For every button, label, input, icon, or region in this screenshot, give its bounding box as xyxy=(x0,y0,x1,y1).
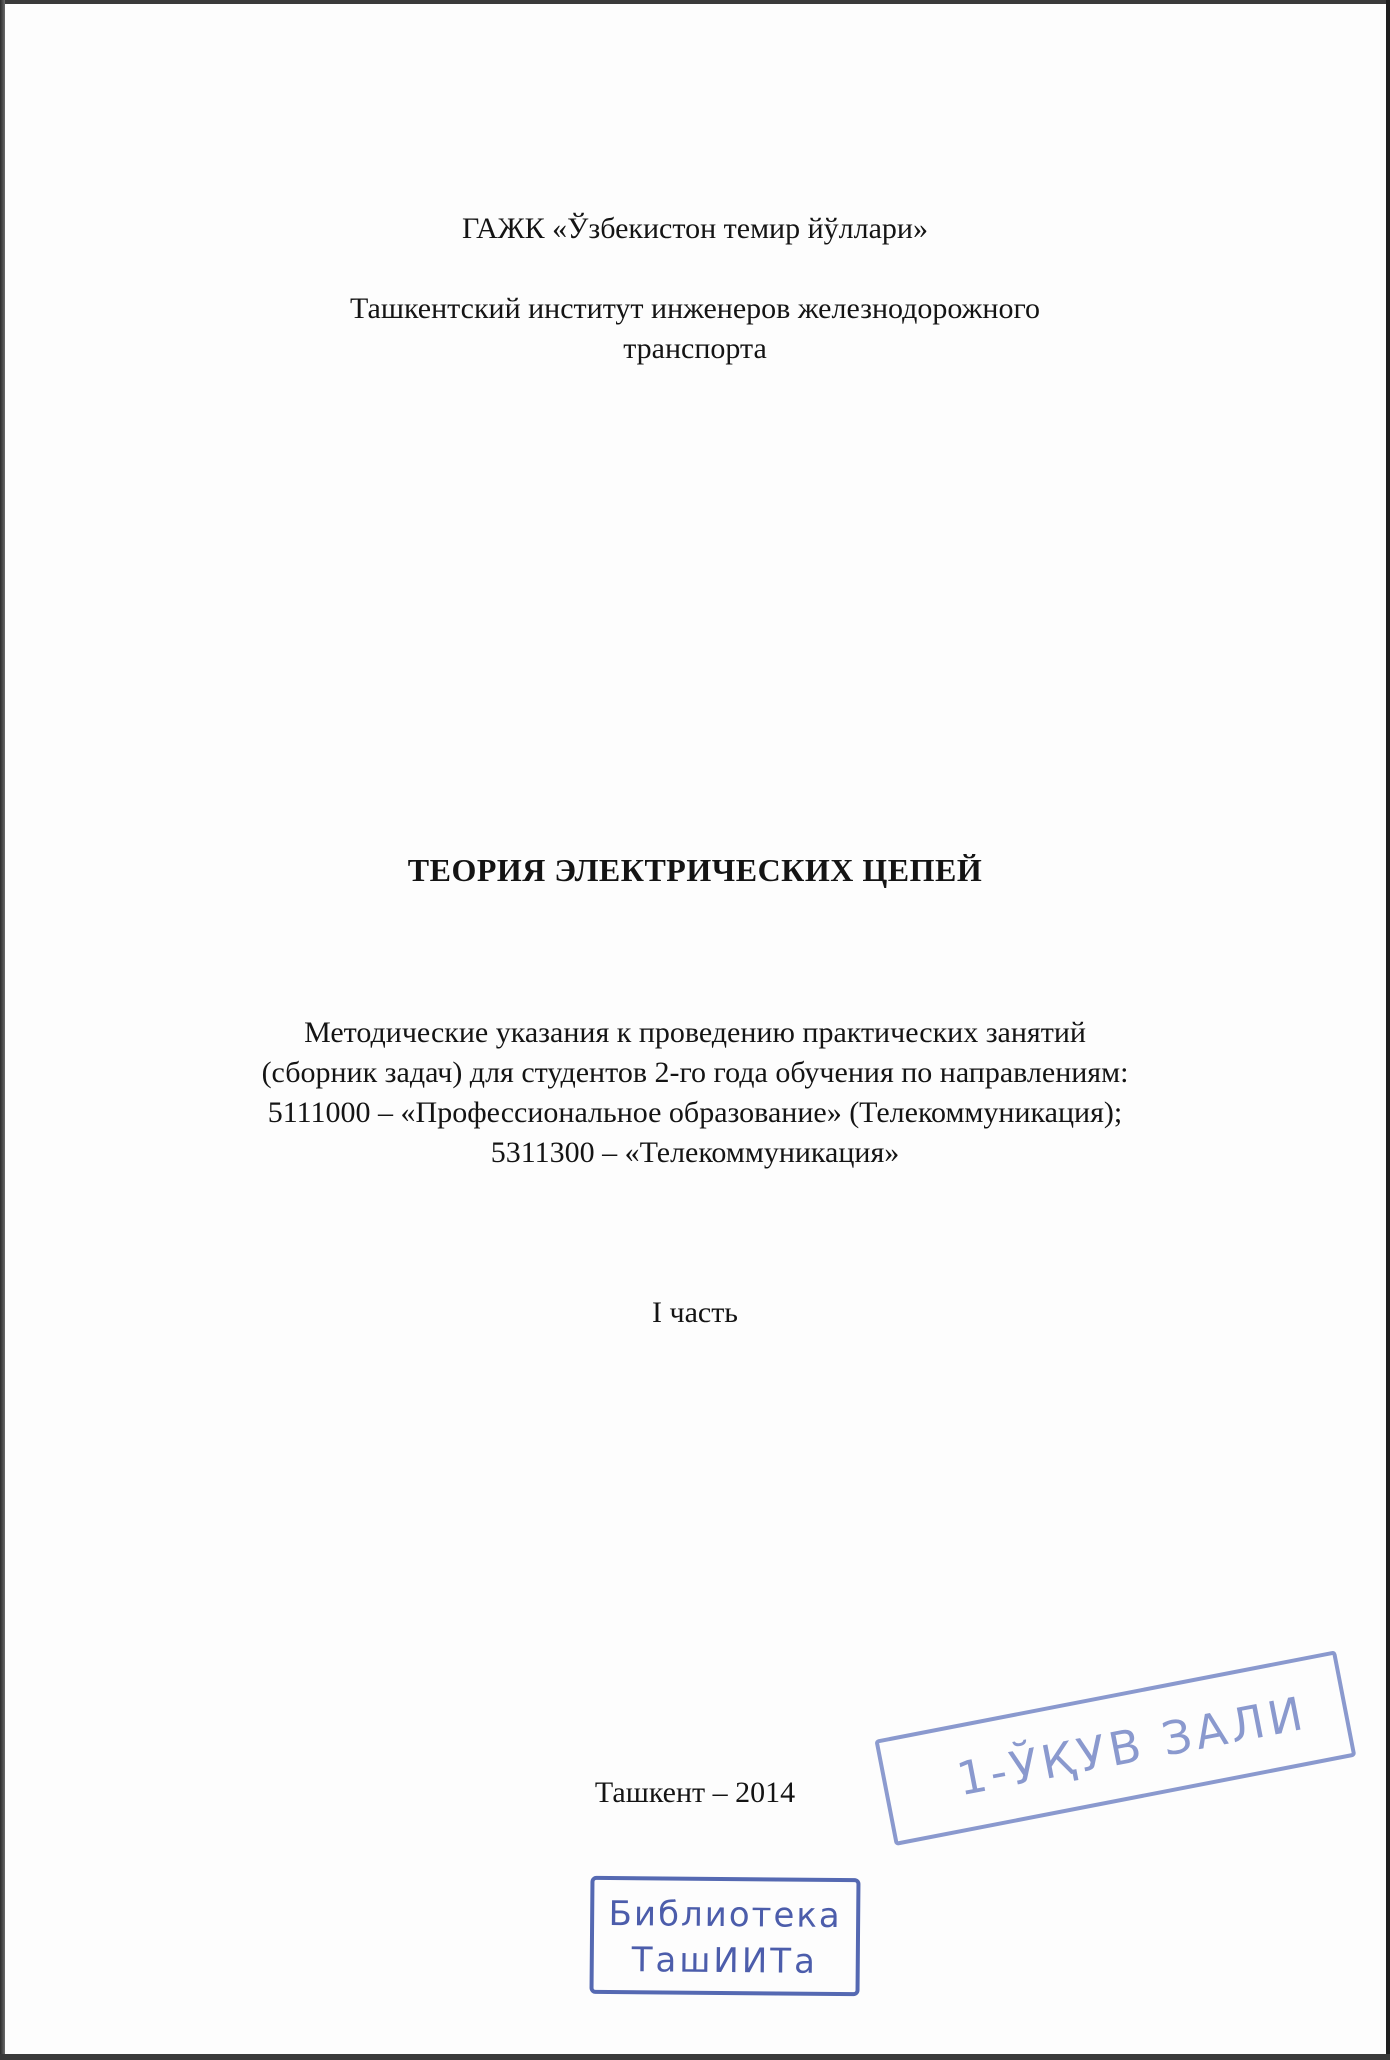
library-stamp xyxy=(589,1876,860,1996)
reading-hall-stamp xyxy=(874,1650,1356,1846)
description-line1: Методические указания к проведению практических занятий xyxy=(304,1016,1086,1049)
description-line4: 5311300 – «Телекоммуникация» xyxy=(490,1136,900,1169)
institute-name-line2: транспорта xyxy=(623,332,767,365)
organization-name: ГАЖК «Ўзбекистон темир йўллари» xyxy=(462,212,928,245)
institute-name-line1: Ташкентский институт инженеров железнодорожного xyxy=(349,292,1041,325)
description-line2: (сборник задач) для студентов 2-го года обучения по направлениям: xyxy=(261,1056,1129,1089)
place-and-year: Ташкент – 2014 xyxy=(594,1776,796,1809)
library-stamp-line1: Библиотека xyxy=(608,1893,842,1937)
library-stamp-line2: ТашИИТа xyxy=(631,1940,819,1982)
description-line3: 5111000 – «Профессиональное образование» (Телекоммуникация); xyxy=(267,1096,1123,1129)
scan-edge-bottom xyxy=(0,2054,1390,2060)
document-title: ТЕОРИЯ ЭЛЕКТРИЧЕСКИХ ЦЕПЕЙ xyxy=(407,852,983,888)
reading-hall-stamp-text: 1-ЎҚУВ ЗАЛИ xyxy=(952,1685,1311,1807)
part-number: I часть xyxy=(651,1296,738,1329)
scan-edge-top xyxy=(0,0,1390,4)
